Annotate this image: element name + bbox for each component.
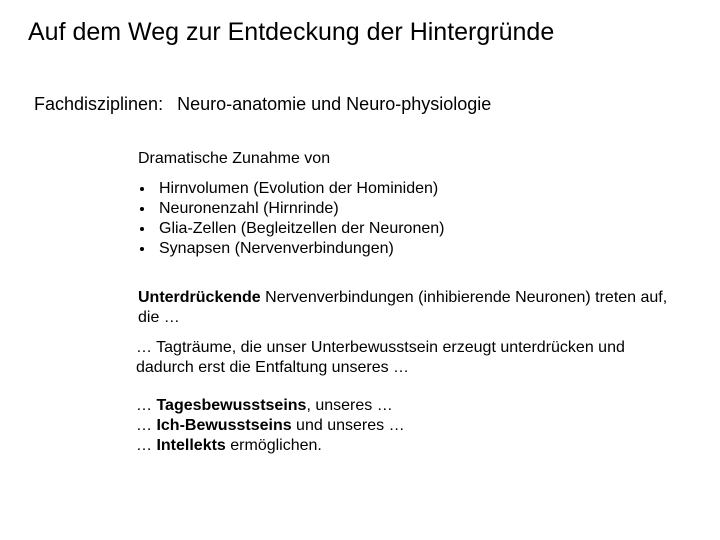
line-text: und unseres … [291,417,405,434]
bullet-list [138,179,444,259]
paragraph-consciousness [136,396,676,456]
bullet-dot-icon [140,227,144,231]
paragraph-text: Nervenverbindungen (inhibierende Neuronen) treten auf, die … [138,289,668,326]
bold-term: Intellekts [156,437,226,454]
consciousness-line [136,436,676,456]
list-item [138,179,444,199]
subtitle-label: Fachdisziplinen: [34,94,164,114]
subtitle [34,94,491,115]
list-item-label: Neuronenzahl (Hirnrinde) [159,200,339,217]
line-text: , unseres … [306,397,393,414]
slide-title: Auf dem Weg zur Entdeckung der Hintergründe [28,18,555,46]
subtitle-value: Neuro-anatomie und Neuro-physiologie [177,94,492,114]
list-item-label: Synapsen (Nervenverbindungen) [159,240,394,257]
consciousness-line [136,416,676,436]
list-item-label: Glia-Zellen (Begleitzellen der Neuronen) [159,220,445,237]
paragraph-inhibition [138,288,678,328]
consciousness-line [136,396,676,416]
list-item [138,199,444,219]
bold-term: Tagesbewusstseins [156,397,307,414]
bullet-dot-icon [140,247,144,251]
list-item [138,239,444,259]
bold-term: Ich-Bewusstseins [156,417,292,434]
bullet-dot-icon [140,207,144,211]
intro-text: Dramatische Zunahme von [138,150,331,167]
list-item [138,219,444,239]
paragraph-daydreams: … Tagträume, die unser Unterbewusstsein erzeugt unterdrücken und dadurch erst die Entfaltung unseres … [136,339,625,376]
bold-term: Unterdrückende [138,289,261,306]
bullet-dot-icon [140,187,144,191]
ellipsis-prefix: … [136,437,157,454]
list-item-label: Hirnvolumen (Evolution der Hominiden) [159,180,439,197]
ellipsis-prefix: … [136,397,157,414]
ellipsis-prefix: … [136,417,157,434]
line-text: ermöglichen. [225,437,322,454]
